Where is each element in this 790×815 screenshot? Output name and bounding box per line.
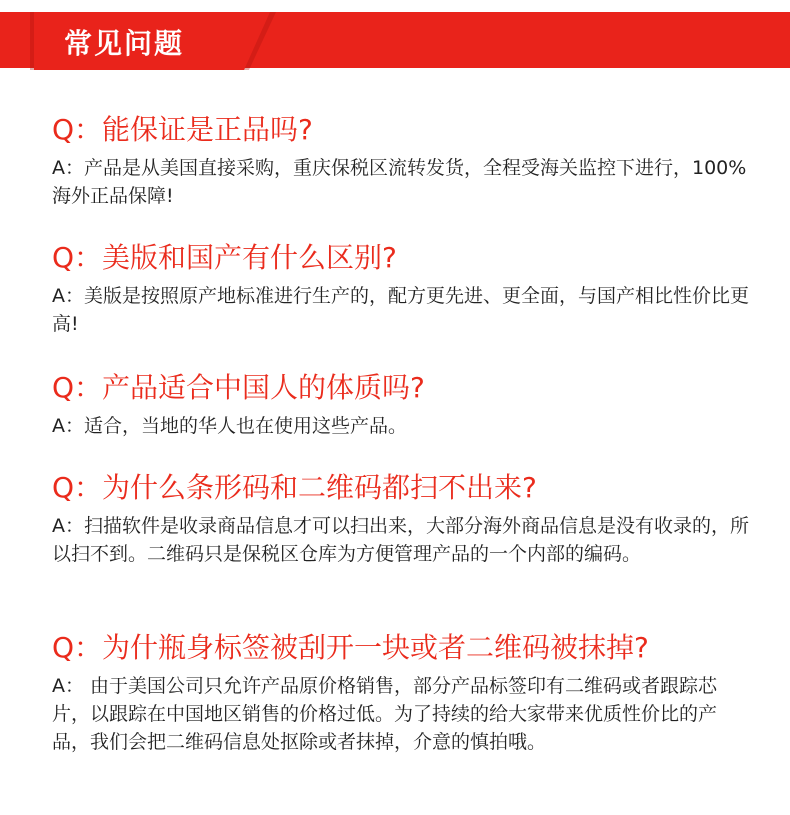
faq-answer: A：产品是从美国直接采购，重庆保税区流转发货，全程受海关监控下进行，100%海外正品保障! <box>52 157 747 207</box>
page-title: 常见问题 <box>64 27 185 60</box>
faq-question: Q：美版和国产有什么区别? <box>52 241 397 274</box>
faq-item <box>52 240 752 338</box>
faq-answer: A：扫描软件是收录商品信息才可以扫出来，大部分海外商品信息是没有收录的，所以扫不到。二维码只是保税区仓库为方便管理产品的一个内部的编码。 <box>52 515 749 565</box>
faq-question: Q：能保证是正品吗? <box>52 113 313 146</box>
faq-answer: A：适合，当地的华人也在使用这些产品。 <box>52 415 407 437</box>
faq-question: Q：为什瓶身标签被刮开一块或者二维码被抹掉? <box>52 631 649 664</box>
faq-item <box>52 630 752 756</box>
faq-answer: A： 由于美国公司只允许产品原价格销售，部分产品标签印有二维码或者跟踪芯片，以跟踪在中国地区销售的价格过低。为了持续的给大家带来优质性价比的产品，我们会把二维码信息处抠除或者抹掉，介意的慎拍哦。 <box>52 675 718 753</box>
faq-answer: A：美版是按照原产地标准进行生产的，配方更先进、更全面，与国产相比性价比更高! <box>52 285 749 335</box>
faq-item <box>52 470 752 568</box>
faq-question: Q：产品适合中国人的体质吗? <box>52 371 425 404</box>
header-banner <box>0 0 790 70</box>
faq-item <box>52 112 752 210</box>
faq-item <box>52 370 752 440</box>
faq-question: Q：为什么条形码和二维码都扫不出来? <box>52 471 537 504</box>
